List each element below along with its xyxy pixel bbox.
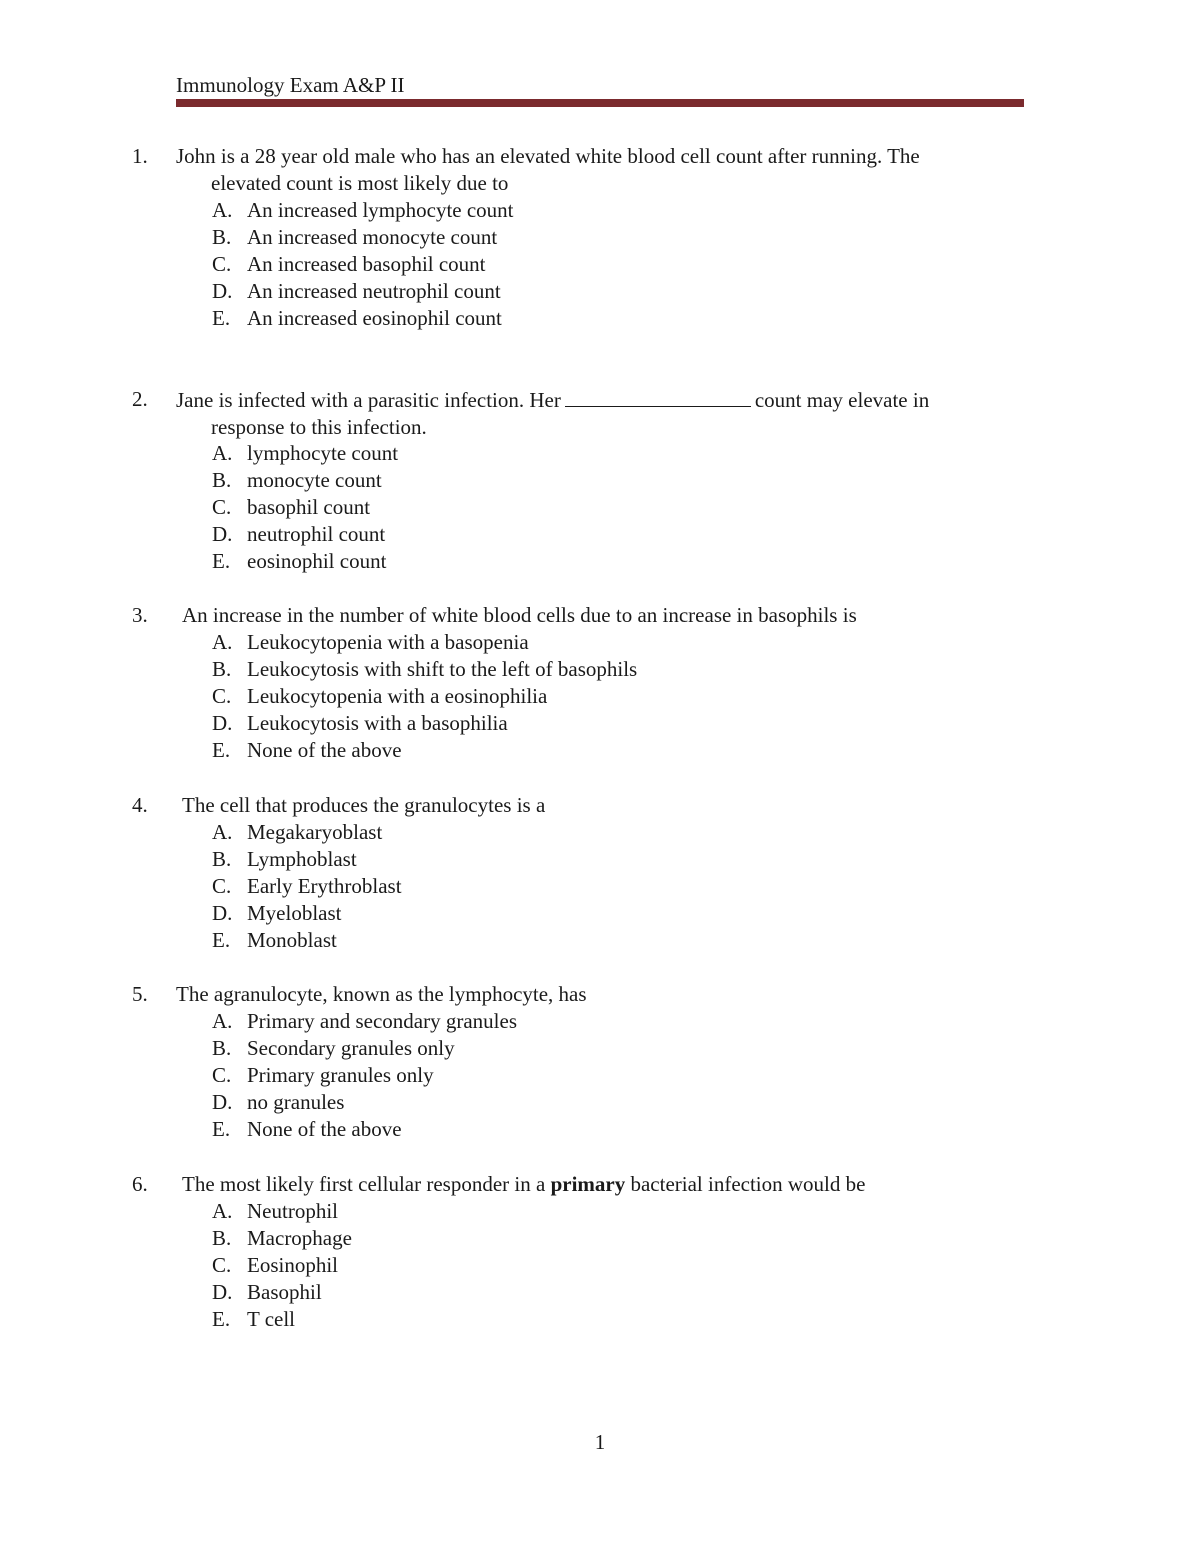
question-text [182, 602, 1032, 629]
option-text: Basophil [247, 1280, 322, 1304]
answer-option[interactable] [212, 197, 514, 224]
page-number: 1 [594, 1430, 606, 1454]
option-letter: E. [212, 1307, 231, 1331]
option-letter: B. [212, 225, 232, 249]
option-letter: B. [212, 847, 232, 871]
option-text: None of the above [247, 1117, 402, 1141]
answer-option[interactable] [212, 467, 398, 494]
option-letter: C. [212, 495, 232, 519]
option-text: T cell [247, 1307, 296, 1331]
option-text: An increased neutrophil count [247, 279, 501, 303]
option-text: Neutrophil [247, 1199, 338, 1223]
option-text: monocyte count [247, 468, 382, 492]
answer-options [212, 629, 637, 764]
option-letter: E. [212, 1117, 231, 1141]
option-letter: C. [212, 874, 232, 898]
answer-option[interactable] [212, 1225, 352, 1252]
answer-option[interactable] [212, 1062, 517, 1089]
answer-options [212, 1198, 352, 1333]
answer-option[interactable] [212, 873, 402, 900]
option-text: Leukocytopenia with a eosinophilia [247, 684, 548, 708]
question-number: 1. [132, 144, 148, 168]
option-text: no granules [247, 1090, 345, 1114]
question-number: 3. [132, 603, 148, 627]
answer-option[interactable] [212, 656, 637, 683]
option-text: Primary and secondary granules [247, 1009, 517, 1033]
answer-option[interactable] [212, 927, 402, 954]
option-letter: E. [212, 549, 231, 573]
option-letter: B. [212, 1036, 232, 1060]
option-letter: E. [212, 928, 231, 952]
question-text-line-end: bacterial infection would be [630, 1172, 866, 1196]
option-letter: C. [212, 1063, 232, 1087]
option-letter: B. [212, 657, 232, 681]
answer-options [212, 440, 398, 575]
option-letter: B. [212, 1226, 232, 1250]
option-letter: A. [212, 1009, 233, 1033]
option-text: Leukocytosis with a basophilia [247, 711, 508, 735]
option-text: Myeloblast [247, 901, 342, 925]
answer-options [212, 1008, 517, 1143]
question-text-line: John is a 28 year old male who has an elevated white blood cell count after running. The [176, 144, 920, 168]
question-text-line: The cell that produces the granulocytes is a [182, 793, 546, 817]
option-letter: D. [212, 711, 233, 735]
option-text: Primary granules only [247, 1063, 434, 1087]
option-text: Secondary granules only [247, 1036, 455, 1060]
option-letter: D. [212, 1280, 233, 1304]
question-text-line: The most likely first cellular responder in a [182, 1172, 546, 1196]
header-divider [176, 99, 1024, 107]
question-text-line: The agranulocyte, known as the lymphocyte, has [176, 982, 587, 1006]
question-number: 5. [132, 982, 148, 1006]
option-letter: A. [212, 441, 233, 465]
option-text: Early Erythroblast [247, 874, 402, 898]
question-text-line-end: count may elevate in [754, 388, 930, 412]
option-letter: D. [212, 1090, 233, 1114]
question-text [182, 1171, 1032, 1198]
option-text: None of the above [247, 738, 402, 762]
answer-option[interactable] [212, 710, 637, 737]
option-text: basophil count [247, 495, 371, 519]
option-letter: E. [212, 738, 231, 762]
option-letter: B. [212, 468, 232, 492]
question-text [182, 792, 1032, 819]
option-text: eosinophil count [247, 549, 387, 573]
answer-option[interactable] [212, 278, 514, 305]
option-text: Megakaryoblast [247, 820, 383, 844]
option-text: Leukocytopenia with a basopenia [247, 630, 529, 654]
option-text: lymphocyte count [247, 441, 399, 465]
option-letter: C. [212, 1253, 232, 1277]
answer-option[interactable] [212, 1116, 517, 1143]
answer-option[interactable] [212, 629, 637, 656]
answer-blank[interactable] [565, 386, 751, 407]
question-text-continuation: elevated count is most likely due to [211, 171, 509, 195]
answer-options [212, 197, 514, 332]
question-number: 4. [132, 793, 148, 817]
option-text: Macrophage [247, 1226, 352, 1250]
question-number: 6. [132, 1172, 148, 1196]
option-text: neutrophil count [247, 522, 386, 546]
answer-option[interactable] [212, 224, 514, 251]
option-letter: D. [212, 279, 233, 303]
option-text: Eosinophil [247, 1253, 339, 1277]
answer-option[interactable] [212, 1008, 517, 1035]
answer-option[interactable] [212, 521, 398, 548]
answer-option[interactable] [212, 548, 398, 575]
answer-option[interactable] [212, 846, 402, 873]
question-number: 2. [132, 387, 148, 411]
answer-option[interactable] [212, 1306, 352, 1333]
answer-option[interactable] [212, 1035, 517, 1062]
option-text: Lymphoblast [247, 847, 357, 871]
answer-option[interactable] [212, 1089, 517, 1116]
option-letter: C. [212, 252, 232, 276]
answer-options [212, 819, 402, 954]
answer-option[interactable] [212, 1252, 352, 1279]
option-letter: A. [212, 820, 233, 844]
document-header: Immunology Exam A&P II [176, 73, 405, 97]
emphasized-word: primary [550, 1172, 626, 1196]
option-letter: C. [212, 684, 232, 708]
answer-option[interactable] [212, 900, 402, 927]
answer-option[interactable] [212, 737, 637, 764]
answer-option[interactable] [212, 683, 637, 710]
question-text [176, 143, 1026, 197]
answer-option[interactable] [212, 440, 398, 467]
option-letter: A. [212, 198, 233, 222]
answer-option[interactable] [212, 1279, 352, 1306]
question-text-line: An increase in the number of white blood cells due to an increase in basophils is [182, 603, 857, 627]
option-text: Monoblast [247, 928, 337, 952]
option-text: An increased lymphocyte count [247, 198, 514, 222]
option-letter: A. [212, 1199, 233, 1223]
option-letter: A. [212, 630, 233, 654]
option-letter: D. [212, 522, 233, 546]
answer-option[interactable] [212, 819, 402, 846]
answer-option[interactable] [212, 305, 514, 332]
answer-option[interactable] [212, 494, 398, 521]
question-text [176, 386, 1026, 441]
option-text: Leukocytosis with shift to the left of basophils [247, 657, 638, 681]
option-text: An increased monocyte count [247, 225, 498, 249]
question-text [176, 981, 1026, 1008]
option-letter: D. [212, 901, 233, 925]
answer-option[interactable] [212, 251, 514, 278]
option-text: An increased eosinophil count [247, 306, 502, 330]
answer-option[interactable] [212, 1198, 352, 1225]
question-text-continuation: response to this infection. [211, 415, 427, 439]
option-letter: E. [212, 306, 231, 330]
question-text-line: Jane is infected with a parasitic infection. Her [176, 388, 561, 412]
option-text: An increased basophil count [247, 252, 486, 276]
